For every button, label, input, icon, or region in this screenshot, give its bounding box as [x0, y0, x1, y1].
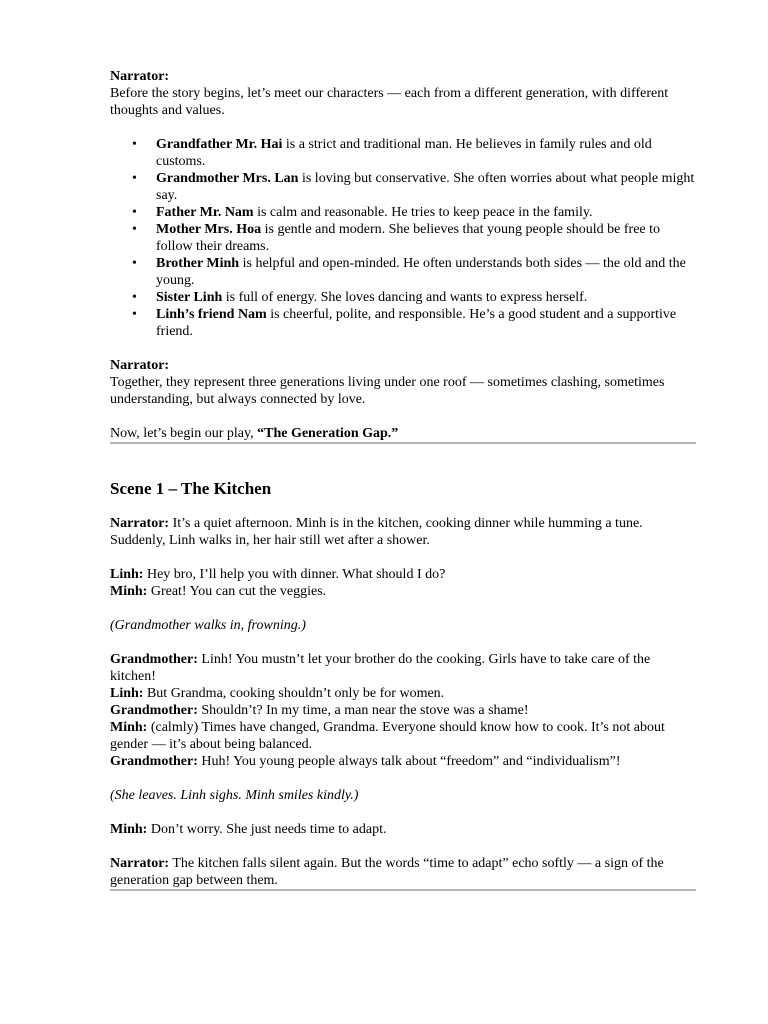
speaker-name: Linh:: [110, 686, 144, 701]
character-item: [156, 136, 696, 170]
intro-text: Before the story begins, let’s meet our characters — each from a different generation, with different thoughts and values.: [110, 86, 669, 118]
dialogue-line: Narrator: The kitchen falls silent again. But the words “time to adapt” echo softly — a sign of the generation gap between them.: [110, 856, 664, 888]
speaker-name: Minh:: [110, 584, 148, 599]
divider: [110, 889, 696, 891]
character-name: Brother Minh: [156, 256, 240, 271]
character-item: [156, 221, 696, 255]
play-title: “The Generation Gap.”: [257, 426, 399, 441]
character-item: [156, 306, 696, 340]
speaker-name: Narrator:: [110, 856, 170, 871]
dialogue-line: Linh: But Grandma, cooking shouldn’t only be for women.: [110, 686, 445, 701]
character-desc: is cheerful, polite, and responsible. He’s a good student and a supportive friend.: [156, 307, 677, 339]
dialogue-line: Grandmother: Shouldn’t? In my time, a man near the stove was a shame!: [110, 703, 529, 718]
dialogue-line: Minh: (calmly) Times have changed, Grandma. Everyone should know how to cook. It’s not about gender — it’s about being balanced.: [110, 720, 665, 752]
character-name: Mother Mrs. Hoa: [156, 222, 262, 237]
character-list: [110, 136, 696, 340]
character-name: Grandmother Mrs. Lan: [156, 171, 299, 186]
character-item: [156, 289, 696, 306]
speaker-name: Narrator:: [110, 516, 170, 531]
narrator-label: Narrator:: [110, 358, 170, 373]
character-item: [156, 255, 696, 289]
dialogue-line: Linh: Hey bro, I’ll help you with dinner. What should I do?: [110, 567, 446, 582]
character-desc: is a strict and traditional man. He believes in family rules and old customs.: [156, 137, 652, 169]
script-document: [110, 68, 696, 891]
dialogue-line: Minh: Great! You can cut the veggies.: [110, 584, 327, 599]
character-name: Grandfather Mr. Hai: [156, 137, 283, 152]
begin-line: Now, let’s begin our play, “The Generation Gap.”: [110, 426, 399, 441]
stage-direction: (Grandmother walks in, frowning.): [110, 618, 306, 633]
character-desc: is helpful and open-minded. He often understands both sides — the old and the young.: [156, 256, 686, 288]
scene-heading: Scene 1 – The Kitchen: [110, 479, 272, 498]
speaker-name: Grandmother:: [110, 754, 198, 769]
speaker-name: Minh:: [110, 720, 148, 735]
dialogue-line: Narrator: It’s a quiet afternoon. Minh is in the kitchen, cooking dinner while humming a tune. Suddenly, Linh walks in, her hair still wet after a shower.: [110, 516, 643, 548]
character-name: Sister Linh: [156, 290, 223, 305]
stage-direction: (She leaves. Linh sighs. Minh smiles kindly.): [110, 788, 359, 803]
dialogue-line: Minh: Don’t worry. She just needs time to adapt.: [110, 822, 387, 837]
speaker-name: Grandmother:: [110, 703, 198, 718]
character-name: Linh’s friend Nam: [156, 307, 267, 322]
dialogue-line: Grandmother: Linh! You mustn’t let your brother do the cooking. Girls have to take care of the kitchen!: [110, 652, 651, 684]
speaker-name: Minh:: [110, 822, 148, 837]
together-text: Together, they represent three generations living under one roof — sometimes clashing, sometimes understanding, but always connected by love.: [110, 375, 665, 407]
character-item: [156, 170, 696, 204]
character-desc: is calm and reasonable. He tries to keep peace in the family.: [253, 205, 593, 220]
narrator-label: Narrator:: [110, 69, 170, 84]
character-desc: is loving but conservative. She often worries about what people might say.: [156, 171, 695, 203]
speaker-name: Linh:: [110, 567, 144, 582]
character-item: [156, 204, 696, 221]
character-desc: is gentle and modern. She believes that young people should be free to follow their dreams.: [156, 222, 661, 254]
dialogue-line: Grandmother: Huh! You young people always talk about “freedom” and “individualism”!: [110, 754, 621, 769]
speaker-name: Grandmother:: [110, 652, 198, 667]
divider: [110, 442, 696, 444]
character-name: Father Mr. Nam: [156, 205, 254, 220]
character-desc: is full of energy. She loves dancing and wants to express herself.: [222, 290, 588, 305]
